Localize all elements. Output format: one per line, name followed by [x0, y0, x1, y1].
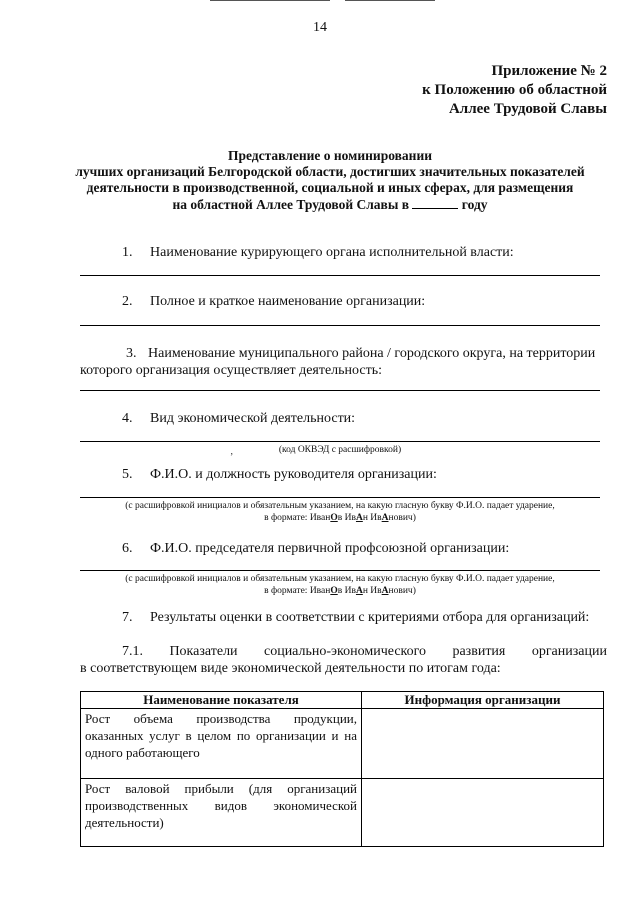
subitem-word-2: социально-экономического: [263, 644, 427, 659]
item-6-note-line-2: [80, 585, 600, 597]
stressed-letter: О: [330, 586, 338, 596]
item-1: [122, 244, 514, 261]
scan-artifact-top-2: [345, 0, 435, 1]
stressed-letter: А: [381, 513, 389, 523]
item-5: [122, 466, 437, 483]
page-number: 14: [313, 20, 327, 35]
note-name-part: н Ив: [362, 513, 382, 523]
title-line-4-before: на областной Аллее Трудовой Славы в: [172, 197, 410, 212]
item-5-text: Ф.И.О. и должность руководителя организации:: [150, 467, 437, 482]
table-row: [81, 709, 604, 779]
subitem-word-4: организации: [531, 644, 607, 659]
indicator-name-cell: Рост валовой прибыли (для организаций производственных видов экономической деятельности): [81, 779, 362, 847]
stressed-letter: А: [355, 586, 363, 596]
item-3-number: 3.: [126, 346, 137, 361]
appendix-line-2: к Положению об областной: [422, 82, 607, 98]
indicators-table: [80, 691, 604, 847]
item-6: [122, 540, 509, 557]
organization-info-cell[interactable]: [362, 779, 604, 847]
title-line-4: [70, 196, 590, 213]
subitem-word-3: развития: [452, 644, 506, 659]
item-6-number: 6.: [122, 541, 133, 556]
table-row: [81, 779, 604, 847]
organization-info-cell[interactable]: [362, 709, 604, 779]
item-7-number: 7.: [122, 610, 133, 625]
item-7-text: Результаты оценки в соответствии с критериями отбора для организаций:: [150, 610, 590, 625]
appendix-line-3: Аллее Трудовой Славы: [448, 101, 607, 117]
item-7: [122, 609, 589, 626]
item-3-text: Наименование муниципального района / городского округа, на территории: [148, 346, 596, 361]
stressed-letter: А: [355, 513, 363, 523]
note-format-prefix: в формате:: [264, 513, 310, 523]
appendix-line-1: Приложение № 2: [491, 63, 607, 79]
note-name-part: нович): [388, 513, 416, 523]
note-name-part: в Ив: [337, 586, 356, 596]
subitem-7-1-number: 7.1.: [122, 644, 143, 659]
item-6-note-line-1: (с расшифровкой инициалов и обязательным указанием, на какую гласную букву Ф.И.О. падает ударение,: [125, 574, 555, 584]
title-line-2: лучших организаций Белгородской области, достигших значительных показателей: [75, 164, 585, 179]
stressed-letter: О: [330, 513, 338, 523]
note-name-part: Иван: [309, 586, 331, 596]
note-name-part: в Ив: [337, 513, 356, 523]
document-title: [70, 148, 590, 213]
item-5-note: [80, 500, 600, 524]
stressed-letter: А: [381, 586, 389, 596]
item-6-note: [80, 573, 600, 597]
item-5-fill-line: [80, 497, 600, 498]
item-3-text-line-2: которого организация осуществляет деятельность:: [80, 363, 383, 378]
item-5-number: 5.: [122, 467, 133, 482]
item-2-number: 2.: [122, 294, 133, 309]
item-1-number: 1.: [122, 245, 133, 260]
item-3-fill-line: [80, 390, 600, 391]
item-6-fill-line: [80, 570, 600, 571]
item-1-fill-line: [80, 275, 600, 276]
item-1-text: Наименование курирующего органа исполнительной власти:: [150, 245, 514, 260]
note-format-prefix: в формате:: [264, 586, 310, 596]
item-4-fill-line: [80, 441, 600, 442]
item-4-number: 4.: [122, 411, 133, 426]
item-2: [122, 293, 425, 310]
note-name-part: нович): [388, 586, 416, 596]
table-header-row: [81, 692, 604, 709]
item-3: [126, 345, 595, 362]
title-line-1: Представление о номинировании: [227, 148, 433, 163]
item-2-text: Полное и краткое наименование организации:: [150, 294, 426, 309]
item-5-note-line-2: [80, 512, 600, 524]
item-2-fill-line: [80, 325, 600, 326]
year-blank: [412, 196, 458, 209]
subitem-7-1: [122, 643, 607, 660]
indicator-name-cell: Рост объема производства продукции, оказанных услуг в целом по организации и на одного работающего: [81, 709, 362, 779]
title-line-3: деятельности в производственной, социальной и иных сферах, для размещения: [86, 180, 574, 195]
note-name-part: н Ив: [362, 586, 382, 596]
subitem-7-1-line-2: в соответствующем виде экономической деятельности по итогам года:: [80, 661, 501, 676]
item-6-text: Ф.И.О. председателя первичной профсоюзной организации:: [150, 541, 510, 556]
scan-artifact-top: [210, 0, 330, 1]
pen-mark: ‚: [230, 446, 234, 457]
item-4-text: Вид экономической деятельности:: [150, 411, 356, 426]
appendix-heading: [422, 62, 607, 119]
subitem-word-1: Показатели: [169, 644, 238, 659]
title-line-4-after: году: [461, 197, 488, 212]
header-organization-info: Информация организации: [362, 692, 604, 709]
note-name-part: Иван: [309, 513, 331, 523]
item-5-note-line-1: (с расшифровкой инициалов и обязательным указанием, на какую гласную букву Ф.И.О. падает ударение,: [125, 501, 555, 511]
item-4-note: (код ОКВЭД с расшифровкой): [278, 445, 402, 455]
header-indicator-name: Наименование показателя: [81, 692, 362, 709]
item-4: [122, 410, 355, 427]
